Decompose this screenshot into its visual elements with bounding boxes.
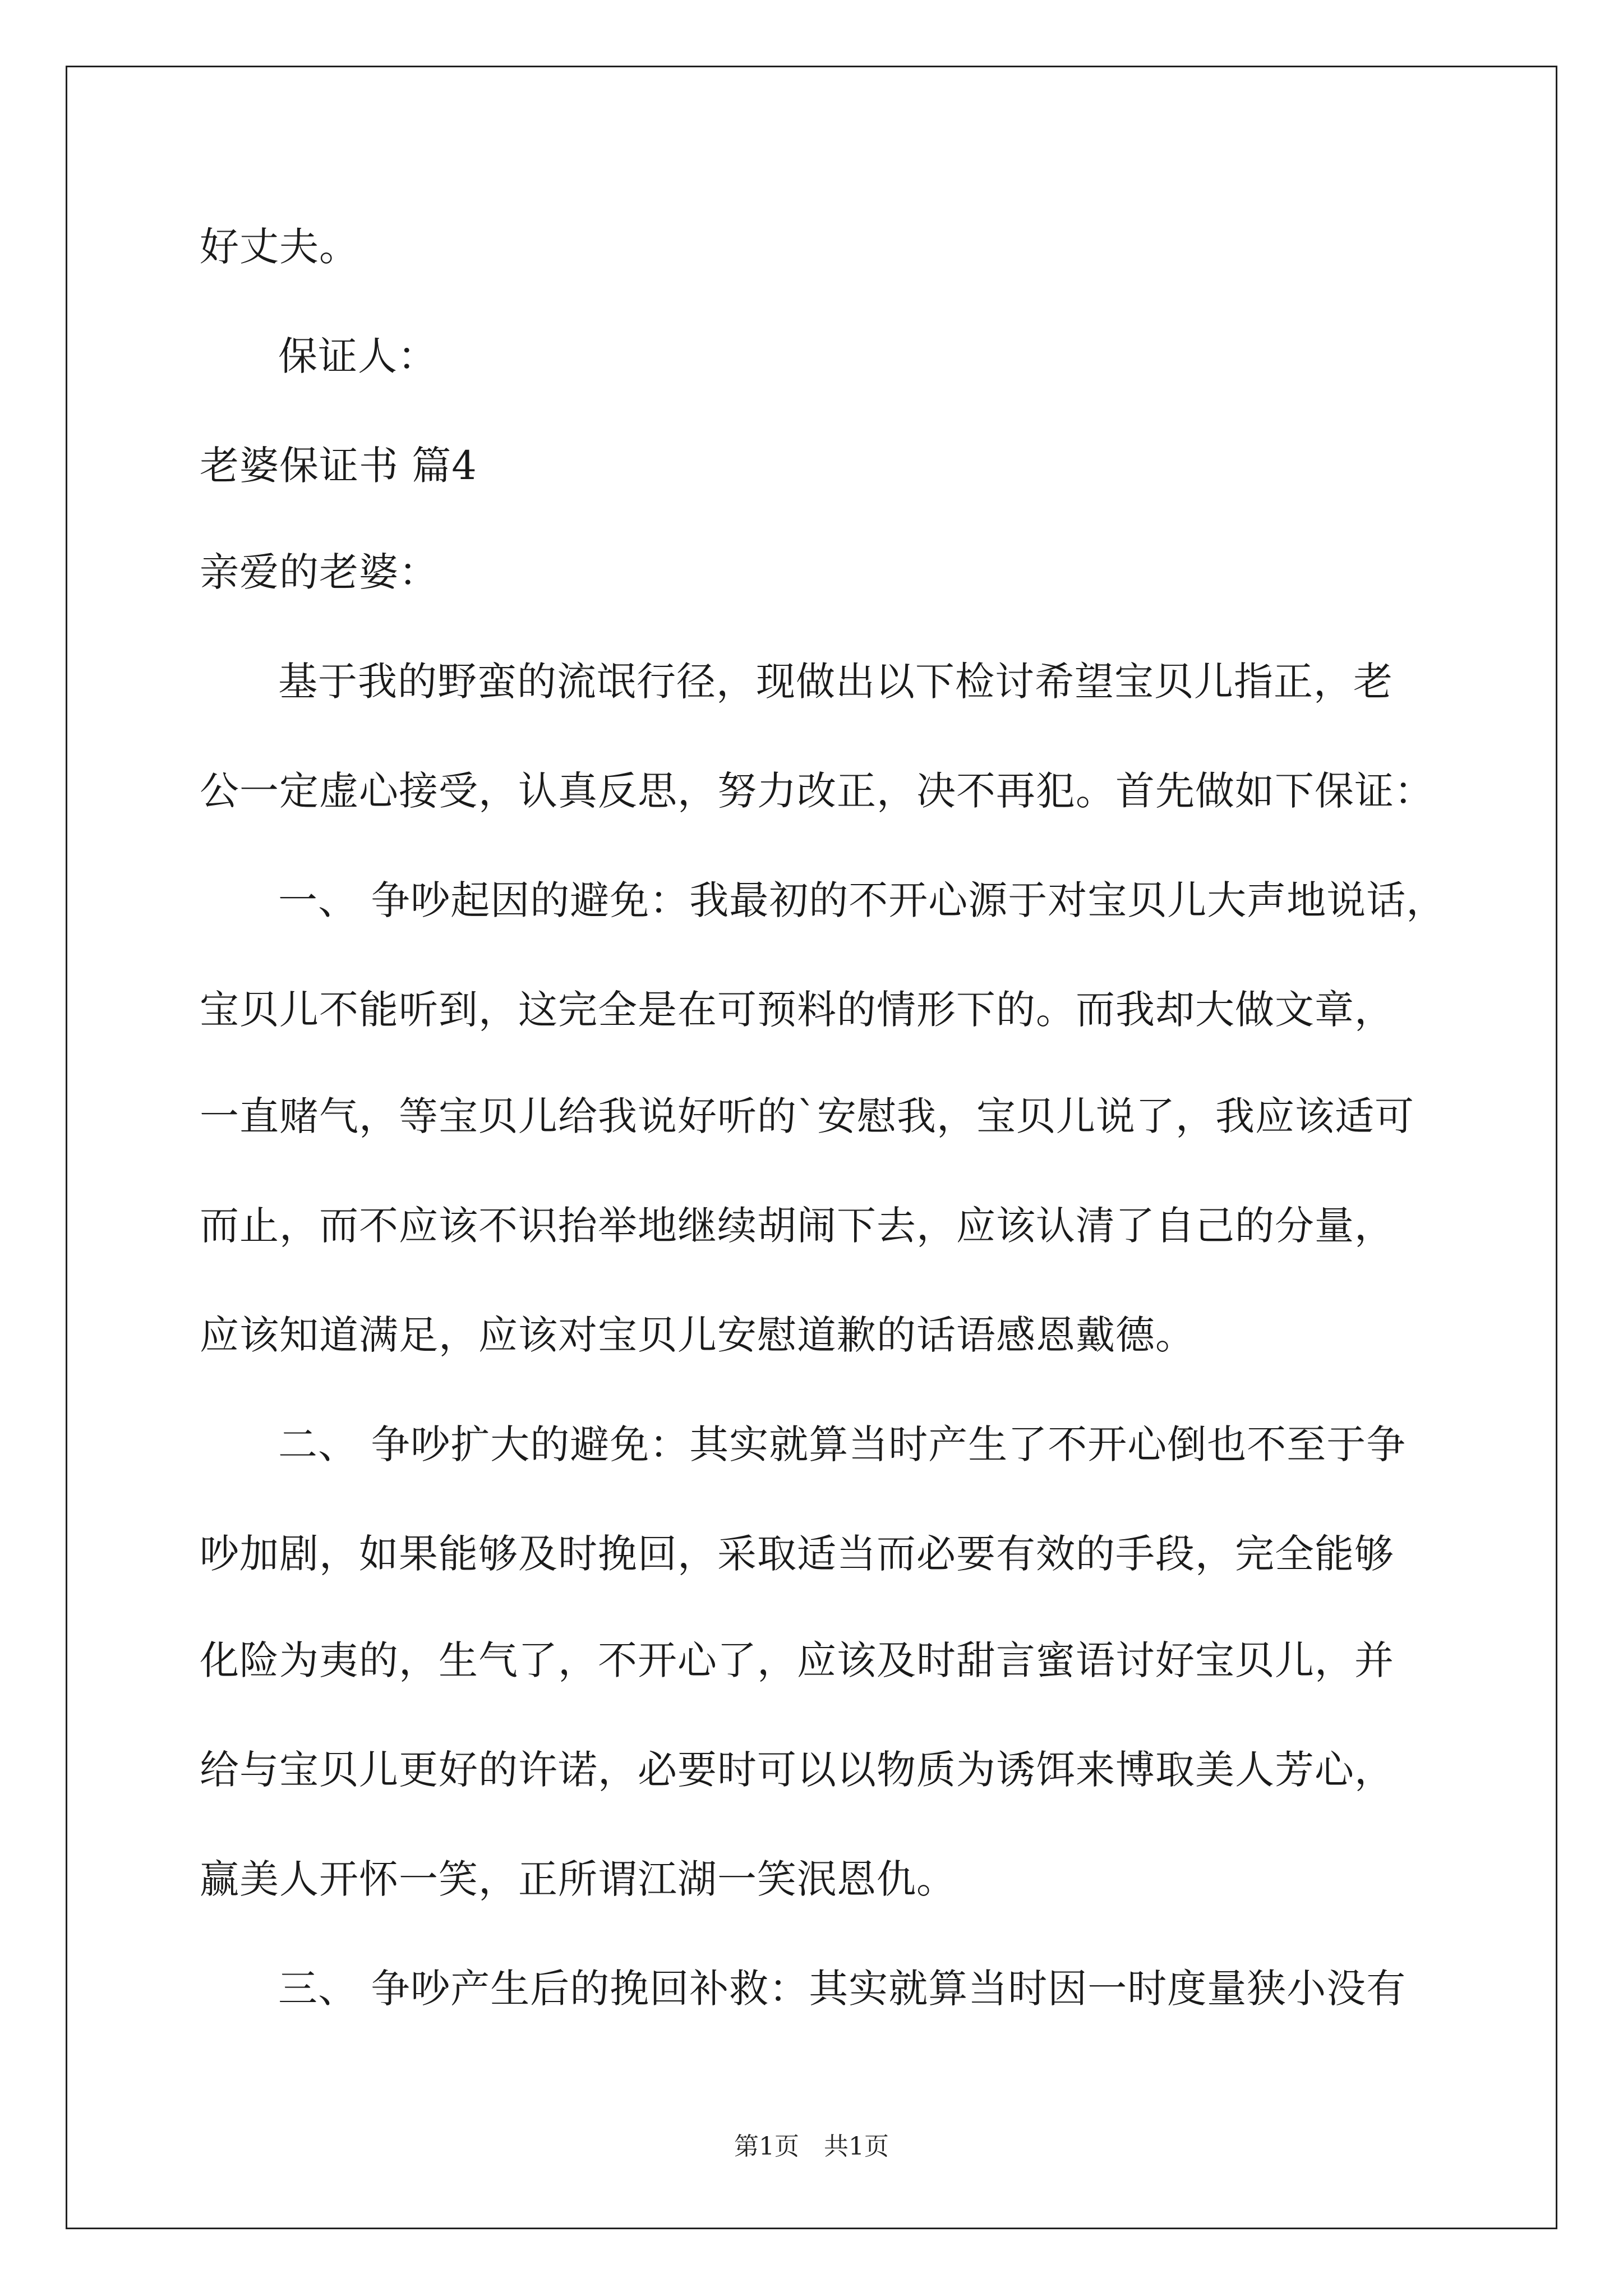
page-number: 第1页 共1页 [734,2132,889,2161]
text-line: 吵加剧，如果能够及时挽回，采取适当而必要有效的手段，完全能够 [200,1531,1394,1577]
text-line: 一直赌气，等宝贝儿给我说好听的`安慰我，宝贝儿说了，我应该适可 [200,1093,1414,1139]
text-line: 好丈夫。 [200,224,359,270]
text-line: 而止，而不应该不识抬举地继续胡闹下去，应该认清了自己的分量， [200,1203,1394,1249]
page-border [66,66,1557,2229]
text-line: 赢美人开怀一笑，正所谓江湖一笑泯恩仇。 [200,1856,956,1902]
text-line: 应该知道满足，应该对宝贝儿安慰道歉的话语感恩戴德。 [200,1312,1195,1358]
text-line: 宝贝儿不能听到，这完全是在可预料的情形下的。而我却大做文章， [200,987,1394,1033]
text-line: 化险为夷的，生气了，不开心了，应该及时甜言蜜语讨好宝贝儿，并 [200,1637,1394,1683]
text-line: 公一定虚心接受，认真反思，努力改正，决不再犯。首先做如下保证： [200,768,1434,814]
text-line: 一、 争吵起因的避免：我最初的不开心源于对宝贝儿大声地说话， [278,877,1446,923]
text-line: 给与宝贝儿更好的许诺，必要时可以以物质为诱饵来博取美人芳心， [200,1747,1394,1793]
salutation: 亲爱的老婆： [200,549,439,595]
text-line: 三、 争吵产生后的挽回补救：其实就算当时因一时度量狭小没有 [278,1966,1407,2012]
section-heading: 老婆保证书 篇4 [200,443,477,489]
text-line: 基于我的野蛮的流氓行径，现做出以下检讨希望宝贝儿指正，老 [278,659,1393,705]
text-line: 二、 争吵扩大的避免：其实就算当时产生了不开心倒也不至于争 [278,1421,1407,1467]
signature-label: 保证人： [278,333,437,379]
